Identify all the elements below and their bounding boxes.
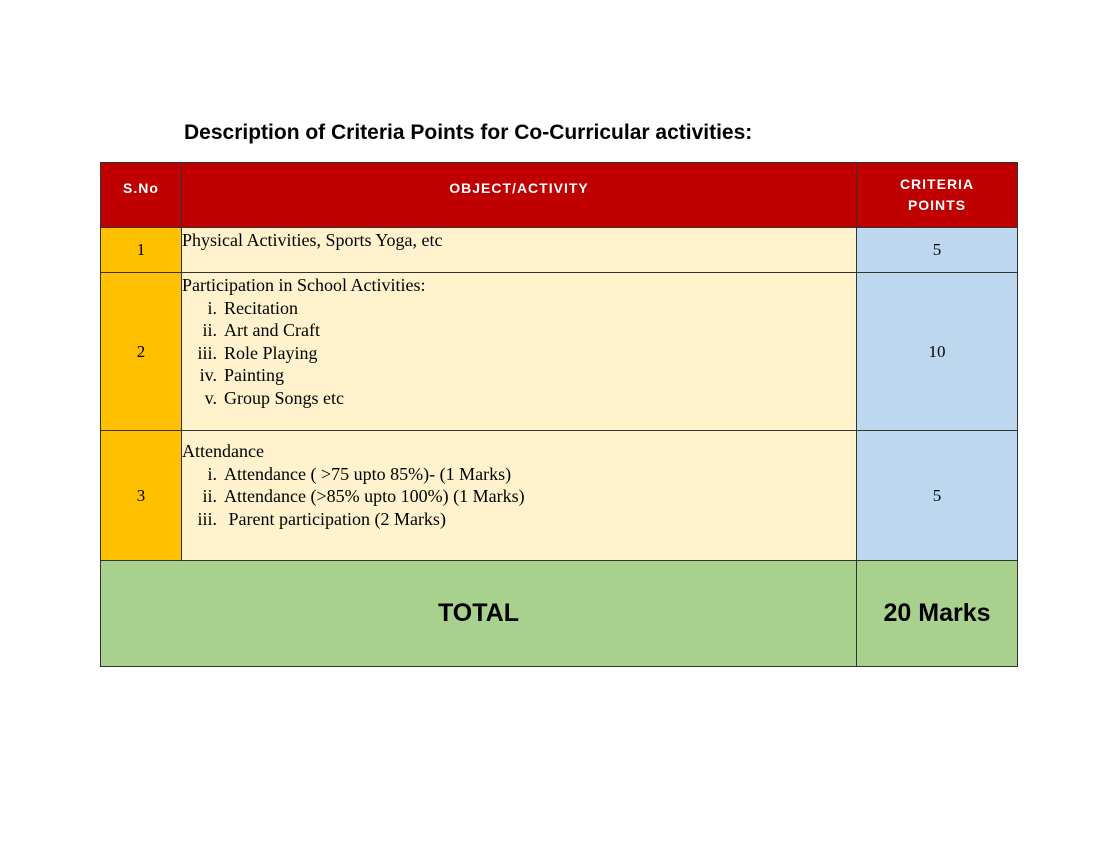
list-item-text: Attendance ( >75 upto 85%)- (1 Marks) [224, 463, 512, 484]
list-item [182, 485, 856, 508]
list-item-number: ii. [202, 320, 217, 340]
total-row [101, 561, 1018, 667]
list-item [182, 342, 856, 365]
activity-label: Attendance [182, 441, 264, 461]
list-item-text: Role Playing [224, 342, 318, 363]
activity-label: Participation in School Activities: [182, 275, 426, 295]
table-row [101, 273, 1018, 431]
table-row [101, 431, 1018, 561]
header-points-line1: CRITERIA [899, 176, 975, 192]
total-label: TOTAL [101, 561, 857, 667]
row-points: 5 [857, 228, 1018, 273]
header-activity: OBJECT/ACTIVITY [182, 163, 857, 228]
row-sno: 1 [101, 228, 182, 273]
list-item [182, 508, 856, 531]
list-item [182, 364, 856, 387]
list-item-number: i. [207, 463, 217, 484]
row-sno: 3 [101, 431, 182, 561]
list-item-text: Parent participation (2 Marks) [224, 508, 446, 529]
header-points-line2: POINTS [907, 197, 967, 213]
list-item-number: iii. [197, 342, 217, 363]
list-item-number: ii. [202, 486, 217, 506]
header-criteria-points [857, 163, 1018, 228]
list-item-number: iii. [197, 508, 217, 529]
list-item-number: v. [204, 387, 217, 408]
activity-label: Physical Activities, Sports Yoga, etc [182, 230, 443, 250]
list-item-number: iv. [199, 365, 217, 385]
row-points: 10 [857, 273, 1018, 431]
list-item-text: Painting [224, 365, 285, 385]
header-sno: S.No [101, 163, 182, 228]
list-item [182, 463, 856, 486]
total-value: 20 Marks [857, 561, 1018, 667]
table-header-row [101, 163, 1018, 228]
list-item-text: Attendance (>85% upto 100%) (1 Marks) [224, 486, 525, 506]
table-row [101, 228, 1018, 273]
row-sno: 2 [101, 273, 182, 431]
activity-sub-list [182, 297, 856, 410]
row-activity [182, 273, 857, 431]
page-title: Description of Criteria Points for Co-Curricular activities: [184, 121, 753, 144]
criteria-table [100, 162, 1018, 667]
row-activity [182, 431, 857, 561]
list-item-text: Group Songs etc [224, 387, 344, 408]
activity-sub-list [182, 463, 856, 531]
list-item-text: Recitation [224, 297, 298, 318]
list-item [182, 297, 856, 320]
list-item [182, 319, 856, 342]
row-points: 5 [857, 431, 1018, 561]
list-item-number: i. [207, 297, 217, 318]
list-item [182, 387, 856, 410]
list-item-text: Art and Craft [224, 320, 320, 340]
row-activity [182, 228, 857, 273]
